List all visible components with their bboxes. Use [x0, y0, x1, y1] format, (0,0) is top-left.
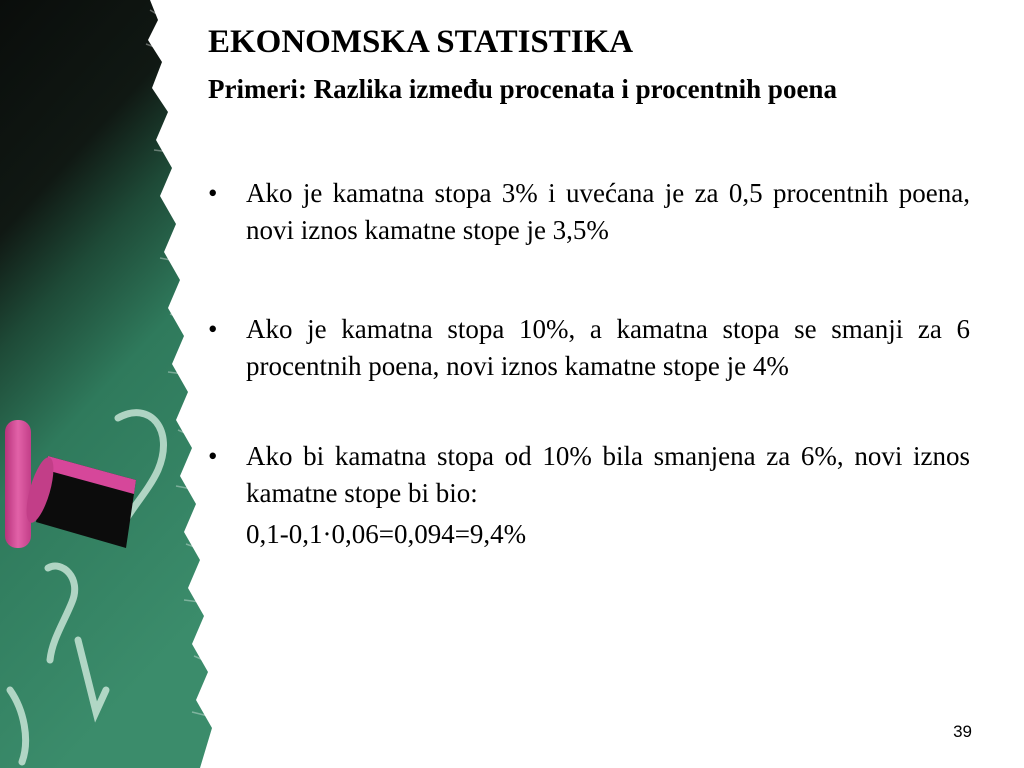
slide-title: EKONOMSKA STATISTIKA	[208, 24, 634, 60]
bullet-text: Ako je kamatna stopa 3% i uvećana je za 0,5 procentnih poena, novi iznos kamatne stope je 3,5%	[246, 178, 970, 245]
bullet-text: Ako bi kamatna stopa od 10% bila smanjena za 6%, novi iznos kamatne stope bi bio:	[246, 441, 970, 508]
bullet-icon: •	[208, 441, 218, 471]
page-number: 39	[953, 722, 972, 741]
chalkboard-background	[0, 0, 212, 768]
bullet-item	[208, 438, 970, 512]
calculation-line: 0,1-0,1·0,06=0,094=9,4%	[246, 519, 527, 549]
bullet-icon: •	[208, 314, 218, 344]
bullet-item	[208, 175, 970, 249]
slide-subtitle: Primeri: Razlika između procenata i procentnih poena	[208, 74, 837, 104]
bullet-icon: •	[208, 178, 218, 208]
bullet-item	[208, 311, 970, 385]
chalkboard-decoration	[0, 0, 230, 768]
bullet-list	[208, 175, 970, 553]
bullet-text: Ako je kamatna stopa 10%, a kamatna stopa se smanji za 6 procentnih poena, novi iznos kamatne stope je 4%	[246, 314, 970, 381]
